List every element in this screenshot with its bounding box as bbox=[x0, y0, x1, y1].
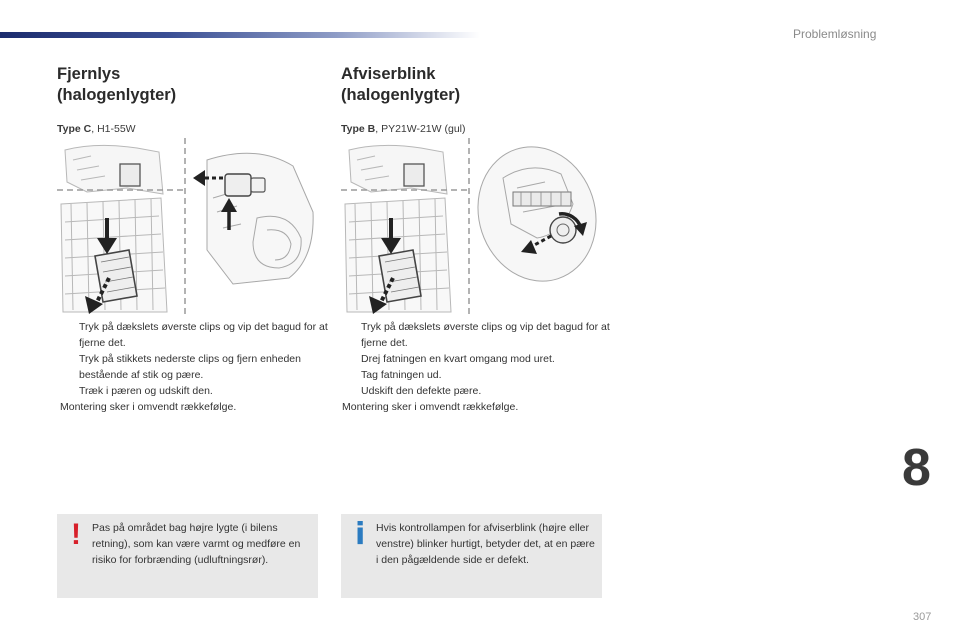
page-number: 307 bbox=[913, 611, 932, 623]
high-beam-heading bbox=[57, 64, 317, 106]
list-item bbox=[60, 351, 328, 383]
indicator-type-label: Type B bbox=[341, 123, 376, 135]
section-title: Problemløsning bbox=[793, 27, 877, 41]
step-text: Drej fatningen en kvart omgang mod uret. bbox=[361, 353, 555, 365]
step-text: Træk i pæren og udskift den. bbox=[79, 385, 213, 397]
indicator-illustration bbox=[341, 138, 601, 316]
chapter-number: 8 bbox=[902, 439, 929, 497]
list-item bbox=[342, 383, 610, 399]
indicator-bulb-type bbox=[341, 123, 601, 135]
high-beam-heading-line: (halogenlygter) bbox=[57, 86, 177, 104]
list-item bbox=[342, 367, 610, 383]
info-text: Hvis kontrollampen for afviserblink (højre eller venstre) blinker hurtigt, betyder det, at en pære i den pågældende side er defekt. bbox=[376, 522, 595, 566]
step-text: Tryk på stikkets nederste clips og fjern enheden bestående af stik og pære. bbox=[79, 353, 301, 381]
high-beam-illustration bbox=[57, 138, 317, 316]
indicator-type-spec: , PY21W-21W (gul) bbox=[375, 123, 466, 135]
high-beam-bulb-type bbox=[57, 123, 317, 135]
indicator-heading-line: (halogenlygter) bbox=[341, 86, 461, 104]
high-beam-heading-line: Fjernlys bbox=[57, 65, 121, 83]
high-beam-type-label: Type C bbox=[57, 123, 92, 135]
header-gradient-bar bbox=[0, 32, 480, 38]
info-icon: i bbox=[355, 517, 366, 552]
indicator-steps bbox=[342, 319, 610, 415]
list-item bbox=[342, 319, 610, 351]
warning-text: Pas på området bag højre lygte (i bilens retning), som kan være varmt og medføre en risiko for forbrænding (udluftningsrør). bbox=[92, 522, 301, 566]
warning-note bbox=[57, 514, 318, 598]
high-beam-steps bbox=[60, 319, 328, 415]
closing-text: Montering sker i omvendt rækkefølge. bbox=[342, 401, 519, 413]
step-text: Udskift den defekte pære. bbox=[361, 385, 482, 397]
list-item bbox=[60, 383, 328, 399]
closing-text: Montering sker i omvendt rækkefølge. bbox=[60, 401, 237, 413]
high-beam-section bbox=[57, 64, 317, 135]
indicator-heading bbox=[341, 64, 601, 106]
high-beam-type-spec: , H1-55W bbox=[91, 123, 136, 135]
info-note bbox=[341, 514, 602, 598]
indicator-section bbox=[341, 64, 601, 135]
list-item bbox=[342, 351, 610, 367]
step-text: Tryk på dækslets øverste clips og vip det bagud for at fjerne det. bbox=[79, 321, 328, 349]
indicator-heading-line: Afviserblink bbox=[341, 65, 436, 83]
step-text: Tag fatningen ud. bbox=[361, 369, 442, 381]
list-item bbox=[60, 319, 328, 351]
step-text: Tryk på dækslets øverste clips og vip det bagud for at fjerne det. bbox=[361, 321, 610, 349]
warning-icon: ! bbox=[71, 518, 81, 551]
